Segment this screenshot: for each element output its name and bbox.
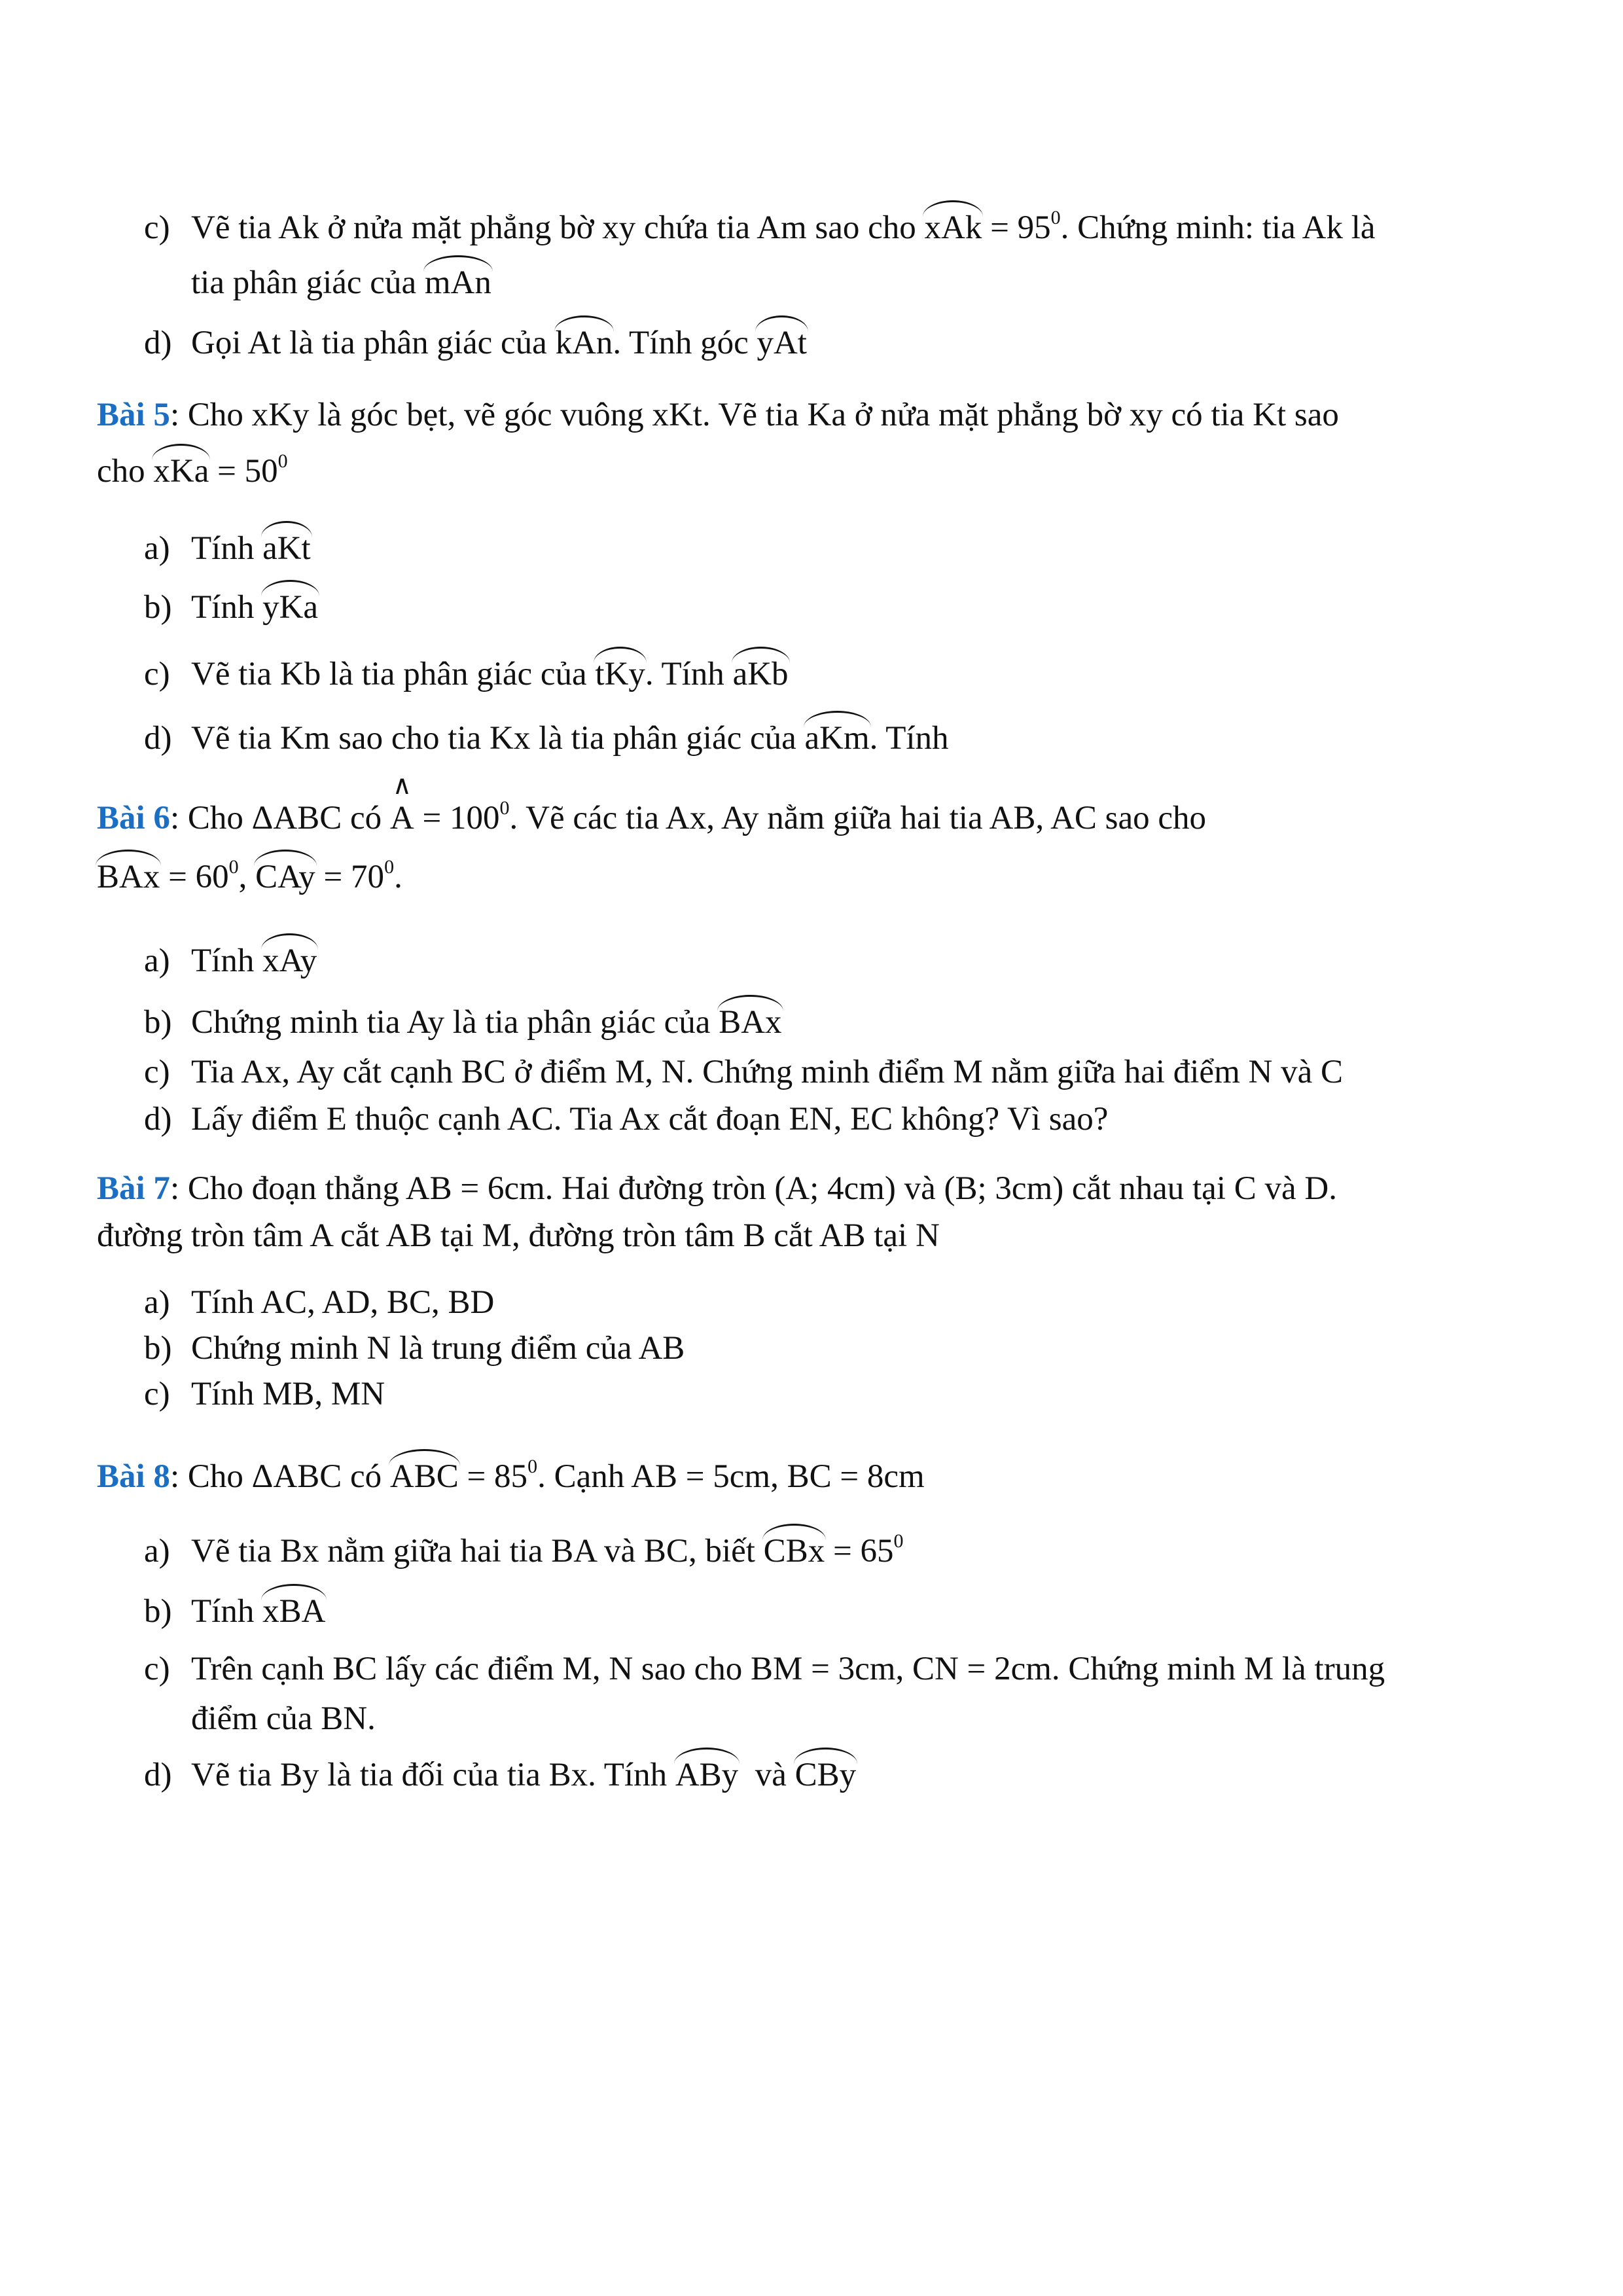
text: Lấy điểm E thuộc cạnh AC. Tia Ax cắt đoạn EN, EC không? Vì sao? (191, 1101, 1109, 1138)
item-label: a) (144, 530, 170, 567)
bai6-item-d (144, 1100, 1108, 1139)
item-label: b) (144, 1330, 172, 1367)
angle-aKt: aKt (262, 530, 311, 567)
bai8-item-d (144, 1755, 856, 1795)
angle-xAk: xAk (924, 209, 982, 246)
bai5-item-c (144, 655, 789, 694)
bai8-item-c-line2 (191, 1699, 376, 1738)
item-label: c) (144, 209, 170, 246)
angle-BAx: BAx (719, 1004, 782, 1041)
bai5-item-a (144, 529, 311, 568)
text: : Cho ΔABC có (169, 800, 390, 836)
bai5-item-b (144, 588, 318, 627)
text: = 50 (209, 453, 278, 490)
item-label: a) (144, 942, 170, 979)
text: = 100 (414, 800, 500, 836)
angle-CBy: CBy (794, 1757, 857, 1793)
bai6-heading (97, 798, 1206, 838)
exercise-title: Bài 8 (97, 1458, 170, 1495)
text: Gọi At là tia phân giác của (191, 325, 556, 361)
degree-superscript: 0 (228, 856, 239, 878)
bai7-item-a (144, 1283, 494, 1322)
text: Tính (191, 1593, 263, 1630)
text: Vẽ tia Ak ở nửa mặt phẳng bờ xy chứa tia Am sao cho (191, 209, 925, 246)
bai6-heading-line2 (97, 857, 402, 897)
item-label: c) (144, 656, 170, 692)
angle-aKm: aKm (804, 720, 870, 757)
text: . (394, 859, 402, 895)
text: cho (97, 453, 154, 490)
angle-BAx: BAx (97, 859, 160, 895)
text: Tia Ax, Ay cắt cạnh BC ở điểm M, N. Chứng minh điểm M nằm giữa hai điểm N và C (191, 1054, 1343, 1090)
bai4-item-c-line2 (191, 263, 491, 302)
bai6-item-b (144, 1003, 782, 1042)
text: Vẽ tia Kb là tia phân giác của (191, 656, 596, 692)
text: tia phân giác của (191, 264, 425, 301)
item-label: d) (144, 1757, 172, 1793)
degree-superscript: 0 (527, 1456, 538, 1477)
text: Vẽ tia By là tia đối của tia Bx. Tính (191, 1757, 675, 1793)
degree-superscript: 0 (499, 797, 510, 819)
angle-xAy: xAy (262, 942, 317, 979)
exercise-title: Bài 7 (97, 1170, 170, 1207)
angle-xKa: xKa (153, 453, 209, 490)
text: Vẽ tia Km sao cho tia Kx là tia phân giác của (191, 720, 805, 757)
text: Tính AC, AD, BC, BD (191, 1284, 495, 1321)
item-label: d) (144, 325, 172, 361)
angle-A: ∧ A (390, 798, 414, 838)
item-label: a) (144, 1284, 170, 1321)
text: Trên cạnh BC lấy các điểm M, N sao cho BM = 3cm, CN = 2cm. Chứng minh M là trung (191, 1651, 1385, 1687)
text: = 95 (982, 209, 1051, 246)
text: điểm của BN. (191, 1700, 376, 1737)
bai5-item-d (144, 719, 949, 758)
text: . Vẽ các tia Ax, Ay nằm giữa hai tia AB, AC sao cho (509, 800, 1207, 836)
text: Tính MB, MN (191, 1376, 385, 1412)
text: = 65 (825, 1533, 894, 1570)
bai8-item-a (144, 1532, 903, 1571)
item-label: b) (144, 1593, 172, 1630)
bai7-heading (97, 1169, 1337, 1208)
text: Chứng minh tia Ay là tia phân giác của (191, 1004, 719, 1041)
text: . Tính góc (613, 325, 757, 361)
bai7-heading-line2 (97, 1216, 940, 1255)
angle-xBA: xBA (262, 1593, 326, 1630)
text: = 60 (160, 859, 229, 895)
degree-superscript: 0 (277, 450, 288, 472)
text: Vẽ tia Bx nằm giữa hai tia BA và BC, biết (191, 1533, 764, 1570)
text: Tính (191, 589, 263, 626)
item-label: b) (144, 1004, 172, 1041)
item-label: c) (144, 1651, 170, 1687)
bai5-heading-line2 (97, 452, 288, 491)
degree-superscript: 0 (384, 856, 395, 878)
angle-CAy: CAy (255, 859, 315, 895)
exercise-title: Bài 6 (97, 800, 170, 836)
text: . Tính (645, 656, 733, 692)
bai8-item-c-line1 (144, 1649, 1385, 1689)
angle-tKy: tKy (595, 656, 645, 692)
degree-superscript: 0 (1050, 207, 1061, 228)
bai8-heading (97, 1457, 925, 1496)
item-label: a) (144, 1533, 170, 1570)
bai7-item-c (144, 1374, 385, 1414)
item-label: d) (144, 1101, 172, 1138)
text: và (738, 1757, 795, 1793)
bai6-item-a (144, 941, 317, 980)
bai6-item-c (144, 1052, 1343, 1092)
item-label: b) (144, 589, 172, 626)
angle-aKb: aKb (732, 656, 789, 692)
bai7-item-b (144, 1329, 685, 1368)
angle-kAn: kAn (555, 325, 613, 361)
bai8-item-b (144, 1592, 325, 1631)
text: = 70 (315, 859, 385, 895)
text: : Cho đoạn thẳng AB = 6cm. Hai đường tròn (A; 4cm) và (B; 3cm) cắt nhau tại C và D. (169, 1170, 1337, 1207)
text: = 85 (458, 1458, 528, 1495)
degree-superscript: 0 (893, 1530, 904, 1552)
angle-ABy: ABy (675, 1757, 739, 1793)
bai5-heading (97, 395, 1339, 435)
text: , (238, 859, 256, 895)
item-label: c) (144, 1376, 170, 1412)
text: : Cho ΔABC có (169, 1458, 390, 1495)
text: Tính (191, 530, 263, 567)
text: . Chứng minh: tia Ak là (1060, 209, 1376, 246)
text: . Tính (869, 720, 949, 757)
text: đường tròn tâm A cắt AB tại M, đường tròn tâm B cắt AB tại N (97, 1217, 940, 1254)
angle-yAt: yAt (757, 325, 807, 361)
text: Tính (191, 942, 263, 979)
angle-ABC: ABC (389, 1458, 459, 1495)
exercise-title: Bài 5 (97, 397, 170, 433)
bai4-item-d (144, 323, 807, 363)
bai4-item-c-line1 (144, 208, 1376, 247)
angle-CBx: CBx (763, 1533, 825, 1570)
angle-mAn: mAn (424, 264, 491, 301)
text: . Cạnh AB = 5cm, BC = 8cm (537, 1458, 925, 1495)
text: : Cho xKy là góc bẹt, vẽ góc vuông xKt. Vẽ tia Ka ở nửa mặt phẳng bờ xy có tia Kt sao (169, 397, 1339, 433)
text: Chứng minh N là trung điểm của AB (191, 1330, 685, 1367)
item-label: c) (144, 1054, 170, 1090)
item-label: d) (144, 720, 172, 757)
angle-yKa: yKa (262, 589, 319, 626)
